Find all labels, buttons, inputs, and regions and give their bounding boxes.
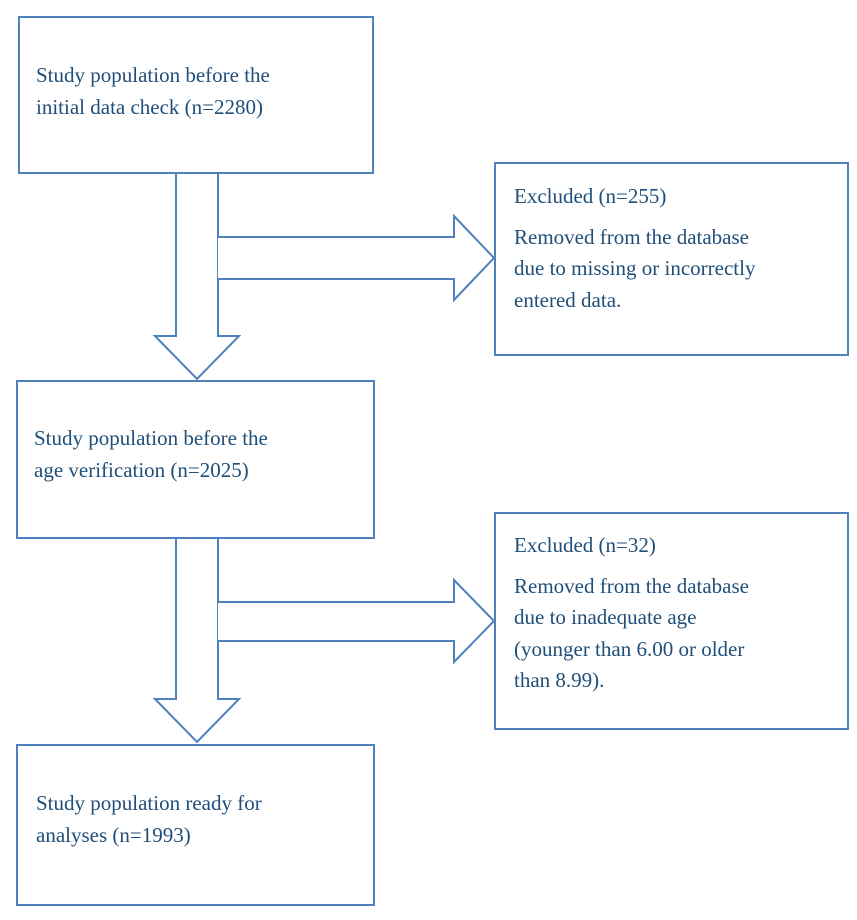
initial-population-box <box>18 16 374 174</box>
final-population-box <box>16 744 375 906</box>
excluded-count-heading: Excluded (n=32) <box>514 533 656 557</box>
box-text-line: analyses (n=1993) <box>36 822 191 847</box>
box-text-line: entered data. <box>514 287 622 312</box>
box-text-line: Study population before the <box>34 426 268 450</box>
excluded-count-heading: Excluded (n=255) <box>514 184 667 208</box>
box-text-line: (younger than 6.00 or older <box>514 636 745 661</box>
right-arrow-1 <box>218 216 494 300</box>
box-text-line: due to inadequate age <box>514 605 697 629</box>
excluded-age-box <box>494 512 849 730</box>
box-text-line: age verification (n=2025) <box>34 457 249 482</box>
box-text-line: due to missing or incorrectly <box>514 256 756 280</box>
box-text-line: Study population ready for <box>36 791 262 815</box>
box-text-line: than 8.99). <box>514 668 605 692</box>
box-text-line: Study population before the <box>36 63 270 87</box>
age-verification-box <box>16 380 375 539</box>
excluded-missing-data-box <box>494 162 849 356</box>
box-text-line: Removed from the database <box>514 224 749 249</box>
box-text-line: Removed from the database <box>514 573 749 598</box>
right-arrow-2 <box>218 580 494 662</box>
box-text-line: initial data check (n=2280) <box>36 94 264 119</box>
